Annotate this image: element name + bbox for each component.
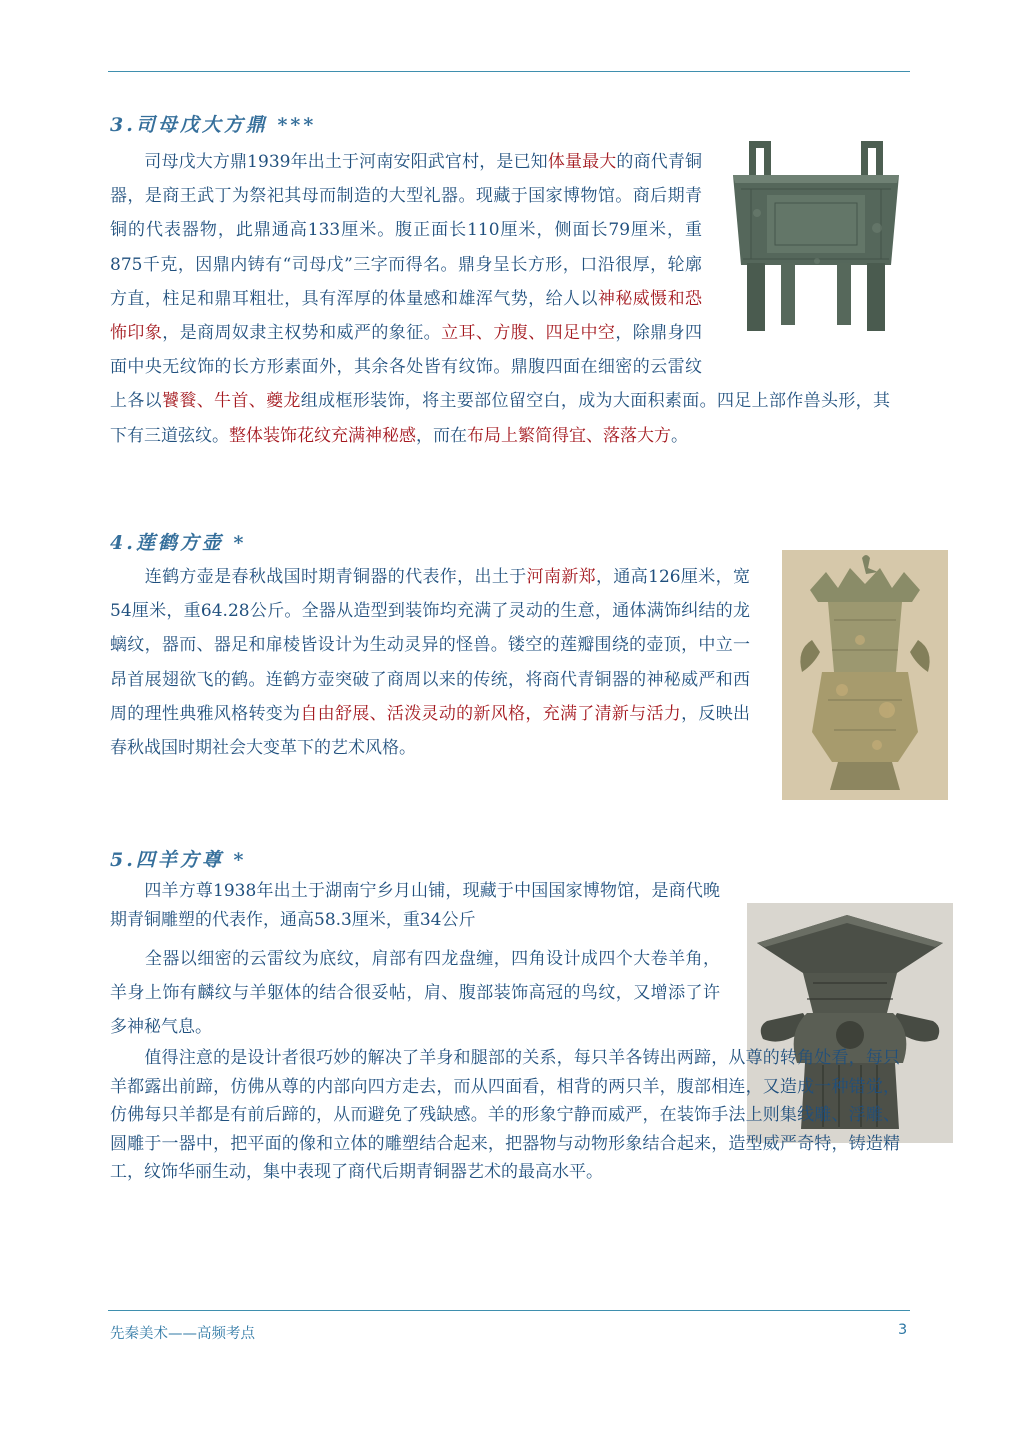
highlight-text: 体量最大 bbox=[547, 152, 617, 172]
lotus-crane-pot-icon bbox=[782, 550, 948, 800]
section-body-siyang-p3 bbox=[110, 1044, 900, 1187]
section-title-simuwu: 3.司母戊大方鼎 *** bbox=[110, 114, 317, 136]
para-run: ，而在 bbox=[416, 425, 467, 446]
highlight-text: 自由舒展、活泼灵动的新风格，充满了清新与活力 bbox=[300, 703, 682, 724]
section-body-simuwu bbox=[110, 145, 890, 453]
highlight-text: 饕餮、牛首、夔龙 bbox=[162, 391, 301, 412]
para-run: 的商代青铜器，是商王武丁为祭祀其母而制造的大型礼器。现藏于国家博物馆。商后期青铜的代表器物，此鼎通高133厘米。腹正面长110厘米，侧面长79厘米，重875千克，因鼎内铸有“司母戊”三字而得名。鼎身呈长方形，口沿很厚，轮廓方直，柱足和鼎耳粗壮，具有浑厚的体量感和雄浑气势，给人以 bbox=[110, 152, 703, 309]
para-run: 组成框形装饰，将主要部位留空白，成为大面积素面。四足上部作兽头形，其下有三道弦纹。 bbox=[110, 391, 891, 446]
para-run: 值得注意的是设计者很巧妙的解决了羊身和腿部的关系，每只羊各铸出两蹄，从尊的转角处看，每只羊都露出前蹄，仿佛从尊的内部向四方走去，而从四面看，相背的两只羊，腹部相连，又造成一种错觉，仿佛每只羊都是有前后蹄的，从而避免了残缺感。羊的形象宁静而威严，在装饰手法上则集线雕、浮雕、圆雕于一器中，把平面的像和立体的雕塑结合起来，把器物与动物形象结合起来，造型威严奇特，铸造精工，纹饰华丽生动，集中表现了商代后期青铜器艺术的最高水平。 bbox=[110, 1048, 900, 1182]
para-run: 全器以细密的云雷纹为底纹，肩部有四龙盘缠，四角设计成四个大卷羊角，羊身上饰有麟纹与羊躯体的结合很妥帖，肩、腹部装饰高冠的鸟纹，又增添了许多神秘气息。 bbox=[110, 949, 720, 1038]
section-title-lianhe: 4.莲鹤方壶 * bbox=[110, 532, 247, 554]
para-run: 。 bbox=[671, 425, 688, 446]
highlight-text: 河南新郑 bbox=[526, 567, 597, 587]
section-body-lianhe bbox=[110, 560, 750, 765]
para-run: 连鹤方壶是春秋战国时期青铜器的代表作，出土于 bbox=[110, 567, 527, 587]
section-body-siyang-p2 bbox=[110, 942, 720, 1045]
section-body-siyang-p1 bbox=[110, 877, 720, 934]
figure-wrap-spacer bbox=[702, 145, 890, 380]
highlight-text: 立耳、方腹、四足中空 bbox=[441, 323, 616, 344]
para-run: ，反映出春秋战国时期社会大变革下的艺术风格。 bbox=[110, 703, 751, 759]
page-number: 3 bbox=[898, 1322, 908, 1338]
footer-rule bbox=[108, 1310, 910, 1311]
section-title-siyang: 5.四羊方尊 * bbox=[110, 849, 247, 871]
header-rule bbox=[108, 71, 910, 72]
para-run: 司母戊大方鼎1939年出土于河南安阳武官村，是已知 bbox=[110, 152, 548, 172]
para-run: ，是商周奴隶主权势和威严的象征。 bbox=[162, 323, 442, 344]
para-run: 四羊方尊1938年出土于湖南宁乡月山铺，现藏于中国国家博物馆，是商代晚期青铜雕塑的代表作，通高58.3厘米，重34公斤 bbox=[110, 881, 720, 930]
para-run: ，通高126厘米，宽54厘米，重64.28公斤。全器从造型到装饰均充满了灵动的生意，通体满饰纠结的龙螭纹，器而、器足和扉棱皆设计为生动灵异的怪兽。镂空的莲瓣围绕的壶顶，中立一昂首展翅欲飞的鹤。连鹤方壶突破了商周以来的传统，将商代青铜器的神秘威严和西周的理性典雅风格转变为 bbox=[110, 567, 751, 724]
para-run: ，除鼎身四面中央无纹饰的长方形素面外，其余各处皆有纹饰。鼎腹四面在细密的云雷纹上各以 bbox=[110, 323, 703, 412]
highlight-text: 整体装饰花纹充满神秘感 bbox=[229, 425, 416, 446]
highlight-text: 神秘威慑和恐怖印象 bbox=[110, 288, 703, 344]
footer-title: 先秦美术——高频考点 bbox=[110, 1326, 255, 1342]
highlight-text: 布局上繁简得宜、落落大方 bbox=[467, 425, 671, 446]
